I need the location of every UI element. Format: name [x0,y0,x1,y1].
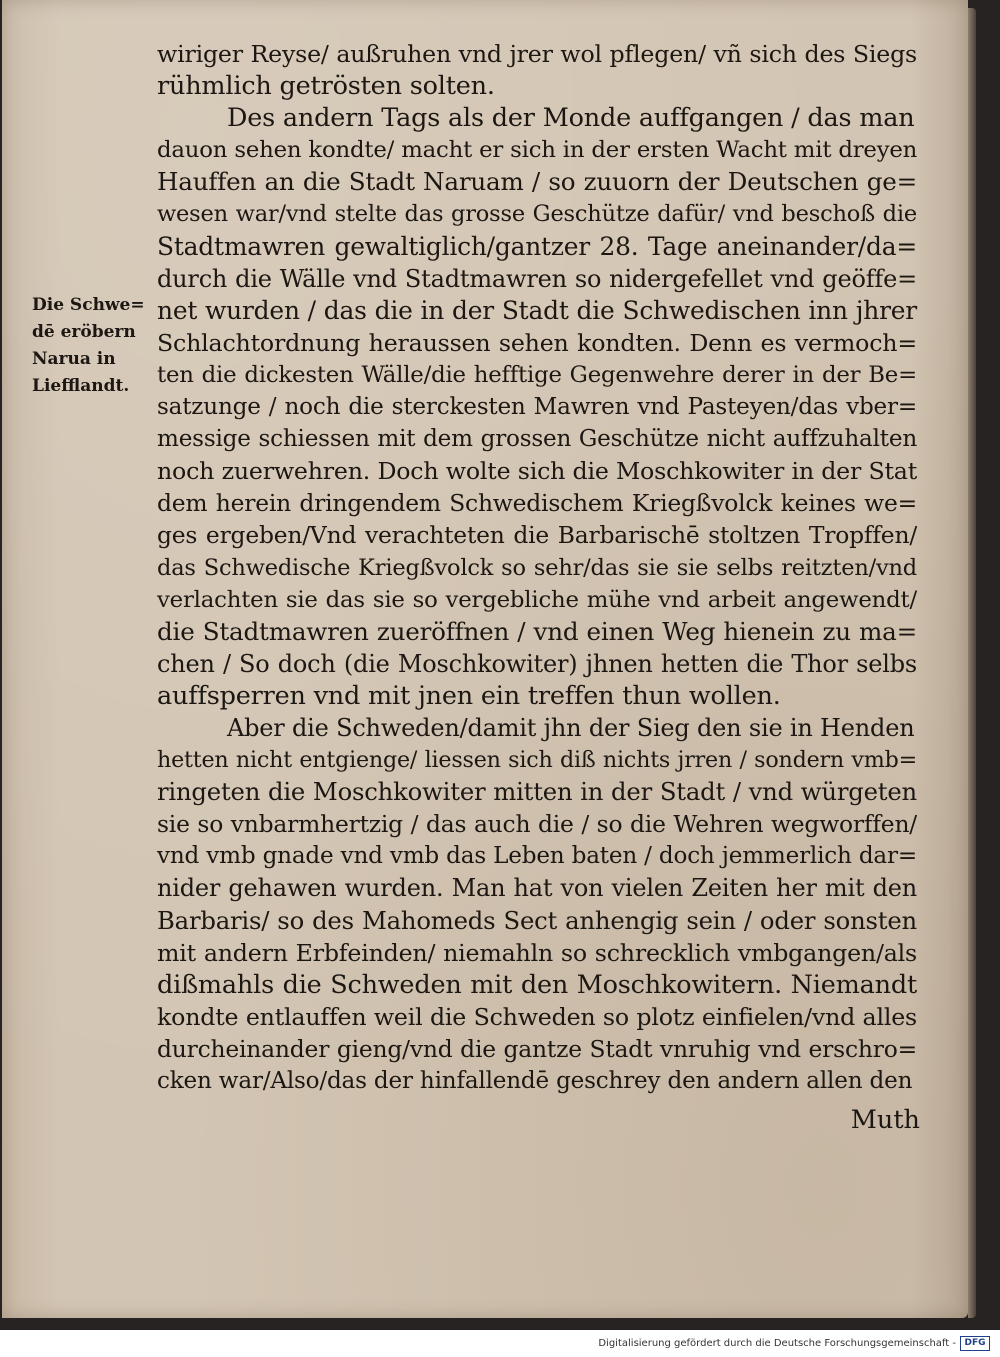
text-line: rühmlich getrösten solten. [157,71,495,102]
footer-bar [0,1330,1000,1357]
text-line: mit andern Erbfeinden/ niemahln so schrecklich vmbgangen/als [157,938,917,967]
text-line: Des andern Tags als der Monde auffgangen / das man [227,103,915,134]
text-line: das Schwedische Kriegßvolck so sehr/das sie sie selbs reitzten/vnd [157,554,917,581]
marginal-note-line: Narua in [32,349,116,369]
text-line: durcheinander gieng/vnd die gantze Stadt vnruhig vnd erschro= [157,1034,917,1063]
text-line: dauon sehen kondte/ macht er sich in der ersten Wacht mit dreyen [157,137,918,164]
marginal-note [32,292,157,400]
dfg-logo-icon[interactable]: DFG [960,1336,990,1351]
text-line: Hauffen an die Stadt Naruam / so zuuorn der Deutschen ge= [157,167,917,197]
marginal-note-line: dē eröbern [32,322,136,342]
text-line: wesen war/vnd stelte das grosse Geschütze dafür/ vnd beschoß die [157,201,917,228]
footer-credit: Digitalisierung gefördert durch die Deutsche Forschungsgemeinschaft - [598,1338,956,1349]
text-line: dem herein dringendem Schwedischem Kriegßvolck keines we= [157,489,917,518]
book-page [2,0,968,1318]
text-line: die Stadtmawren zueröffnen / vnd einen Weg hienein zu ma= [157,616,917,646]
text-line: dißmahls die Schweden mit den Moschkowitern. Niemandt [157,969,917,1000]
text-line: wiriger Reyse/ außruhen vnd jrer wol pflegen/ vñ sich des Siegs [157,40,917,68]
text-line: Schlachtordnung heraussen sehen kondten. Denn es vermoch= [157,328,917,357]
text-line: cken war/Also/das der hinfallendē geschrey den andern allen den [157,1068,913,1094]
text-line: hetten nicht entgienge/ liessen sich diß nichts jrren / sondern vmb= [157,747,917,774]
text-line: satzunge / noch die sterckesten Mawren vnd Pasteyen/das vber= [157,394,917,421]
text-line: sie so vnbarmhertzig / das auch die / so die Wehren wegworffen/ [157,810,917,839]
text-line: net wurden / das die in der Stadt die Schwedischen inn jhrer [157,295,917,325]
marginal-note-line: Die Schwe= [32,295,145,315]
text-line: kondte entlauffen weil die Schweden so plotz einfielen/vnd alles [157,1002,917,1031]
text-line: auffsperren vnd mit jnen ein treffen thun wollen. [157,680,781,711]
text-line: messige schiessen mit dem grossen Geschütze nicht auffzuhalten [157,426,917,453]
body-text [157,38,917,1097]
text-line: durch die Wälle vnd Stadtmawren so nidergefellet vnd geöffe= [157,264,917,293]
text-line: Aber die Schweden/damit jhn der Sieg den sie in Henden [227,713,915,742]
text-line: ges ergeben/Vnd verachteten die Barbarischē stoltzen Tropffen/ [157,521,917,550]
text-line: Barbaris/ so des Mahomeds Sect anhengig sein / oder sonsten [157,905,917,935]
text-line: Stadtmawren gewaltiglich/gantzer 28. Tage aneinander/da= [157,231,917,261]
catchword: Muth [850,1105,920,1135]
text-line: verlachten sie das sie so vergebliche mühe vnd arbeit angewendt/ [157,586,917,613]
text-line: nider gehawen wurden. Man hat von vielen Zeiten her mit den [157,874,917,903]
page-edge [968,8,976,1318]
text-line: ten die dickesten Wälle/die hefftige Gegenwehre derer in der Be= [157,361,917,388]
text-line: chen / So doch (die Moschkowiter) jhnen hetten die Thor selbs [157,649,917,678]
text-line: vnd vmb gnade vnd vmb das Leben baten / doch jemmerlich dar= [157,843,917,870]
text-line: noch zuerwehren. Doch wolte sich die Moschkowiter in der Stat [157,457,918,486]
marginal-note-line: Liefflandt. [32,376,130,396]
text-line: ringeten die Moschkowiter mitten in der Stadt / vnd würgeten [157,777,917,807]
